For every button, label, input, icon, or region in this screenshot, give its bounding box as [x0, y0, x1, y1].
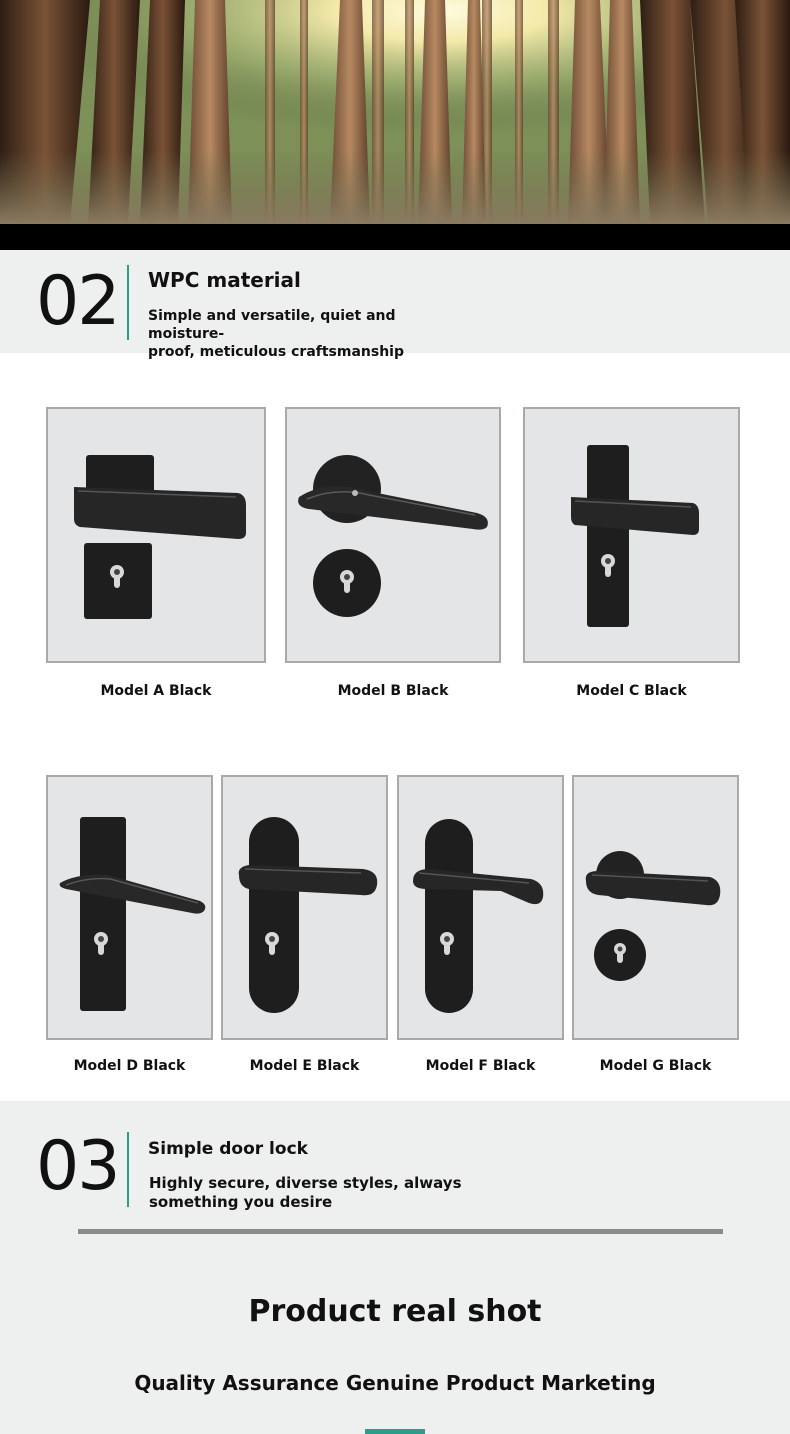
- product-label: Model E Black: [249, 1058, 360, 1074]
- lever-handle-round-rose-g-icon: [574, 777, 737, 1038]
- subtitle-line: Simple and versatile, quiet and moisture-: [148, 308, 396, 342]
- product-label: Model G Black: [599, 1058, 712, 1074]
- black-divider-band: [0, 224, 790, 250]
- section-subtitle: [148, 307, 468, 361]
- subtitle-line: Highly secure, diverse styles, always: [149, 1174, 462, 1192]
- product-label: Model C Black: [576, 683, 687, 699]
- section-02-header: [0, 250, 790, 360]
- lever-handle-curved-plate-icon: [399, 777, 562, 1038]
- lever-handle-long-plate-icon: [525, 409, 738, 661]
- lever-handle-square-rose-icon: [48, 409, 264, 661]
- accent-bar: [365, 1429, 425, 1434]
- section-title: Simple door lock: [148, 1139, 308, 1159]
- product-card-model-c[interactable]: [523, 407, 740, 663]
- product-card-model-b[interactable]: [285, 407, 501, 663]
- accent-divider: [127, 1132, 129, 1207]
- section-number: 03: [36, 1127, 119, 1206]
- horizontal-divider: [78, 1229, 723, 1234]
- section-number: 02: [36, 262, 119, 341]
- product-card-model-g[interactable]: [572, 775, 739, 1040]
- product-label: Model A Black: [100, 683, 212, 699]
- accent-divider: [127, 265, 129, 340]
- section-subtitle: [149, 1174, 469, 1212]
- product-card-model-d[interactable]: [46, 775, 213, 1040]
- section-title: WPC material: [148, 268, 301, 292]
- product-card-model-a[interactable]: [46, 407, 266, 663]
- lever-handle-rounded-plate-icon: [223, 777, 386, 1038]
- real-shot-subtitle: Quality Assurance Genuine Product Marketing: [134, 1371, 656, 1395]
- product-card-model-f[interactable]: [397, 775, 564, 1040]
- hero-forest-image: [0, 0, 790, 224]
- lever-handle-slim-plate-icon: [48, 777, 211, 1038]
- subtitle-line: something you desire: [149, 1193, 333, 1211]
- subtitle-line: proof, meticulous craftsmanship: [148, 344, 404, 360]
- lever-handle-round-rose-icon: [287, 409, 499, 661]
- product-label: Model B Black: [337, 683, 449, 699]
- product-card-model-e[interactable]: [221, 775, 388, 1040]
- real-shot-title: Product real shot: [248, 1294, 542, 1329]
- product-label: Model F Black: [425, 1058, 536, 1074]
- product-label: Model D Black: [73, 1058, 186, 1074]
